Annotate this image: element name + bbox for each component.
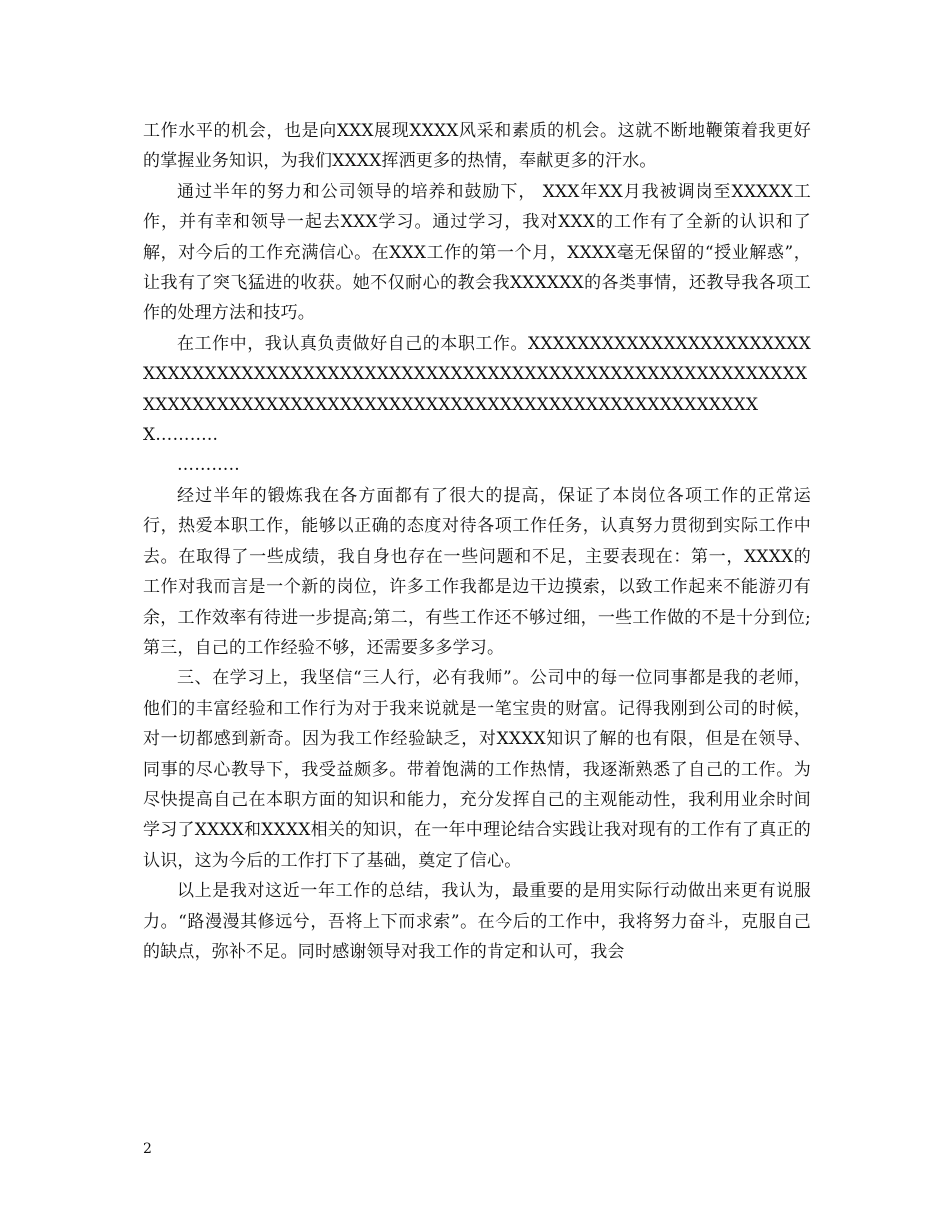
paragraph-duties: 在工作中，我认真负责做好自己的本职工作。XXXXXXXXXXXXXXXXXXXXXXXXXXXXXXXXXXXXXXXXXXXXXXXXXXXXXXXXXXXXXXXXXXXXXXXXXXXXXXXXXXXXXXXXXXXXXXXXXXXXXXXXXXXXXXXXXXXXXXXXXXXXXXXX……….. (143, 333, 811, 446)
document-body (143, 116, 811, 967)
paragraph-learning: 三、在学习上，我坚信“三人行，必有我师”。公司中的每一位同事都是我的老师，他们的丰富经验和工作行为对于我来说就是一笔宝贵的财富。记得我刚到公司的时候，对一切都感到新奇。因为我工作经验缺乏，对XXXX知识了解的也有限，但是在领导、同事的尽心教导下，我受益颇多。带着饱满的工作热情，我逐渐熟悉了自己的工作。为尽快提高自己在本职方面的知识和能力，充分发挥自己的主观能动性，我利用业余时间学习了XXXX和XXXX相关的知识，在一年中理论结合实践让我对现有的工作有了真正的认识，这为今后的工作打下了基础，奠定了信心。 (143, 668, 811, 871)
paragraph-progress: 经过半年的锻炼我在各方面都有了很大的提高，保证了本岗位各项工作的正常运行，热爱本职工作，能够以正确的态度对待各项工作任务，认真努力贯彻到实际工作中去。在取得了一些成绩，我自身也存在一些问题和不足，主要表现在：第一，XXXX的工作对我而言是一个新的岗位，许多工作我都是边干边摸索，以致工作起来不能游刃有余，工作效率有待进一步提高;第二，有些工作还不够过细，一些工作做的不是十分到位;第三，自己的工作经验不够，还需要多多学习。 (143, 485, 811, 658)
paragraph-summary: 以上是我对这近一年工作的总结，我认为，最重要的是用实际行动做出来更有说服力。“路漫漫其修远兮，吾将上下而求索”。在今后的工作中，我将努力奋斗，克服自己的缺点，弥补不足。同时感谢领导对我工作的肯定和认可，我会 (143, 881, 811, 962)
page-number: 2 (143, 1141, 152, 1157)
paragraph-ellipsis: ……….. (177, 455, 240, 476)
paragraph-transfer: 通过半年的努力和公司领导的培养和鼓励下， XXX年XX月我被调岗至XXXXX工作，并有幸和领导一起去XXX学习。通过学习，我对XXX的工作有了全新的认识和了解，对今后的工作充满信心。在XXX工作的第一个月，XXXX毫无保留的“授业解惑”，让我有了突飞猛进的收获。她不仅耐心的教会我XXXXXX的各类事情，还教导我各项工作的处理方法和技巧。 (143, 181, 811, 324)
paragraph-continuation: 工作水平的机会，也是向XXX展现XXXX风采和素质的机会。这就不断地鞭策着我更好的掌握业务知识，为我们XXXX挥洒更多的热情，奉献更多的汗水。 (143, 121, 811, 172)
